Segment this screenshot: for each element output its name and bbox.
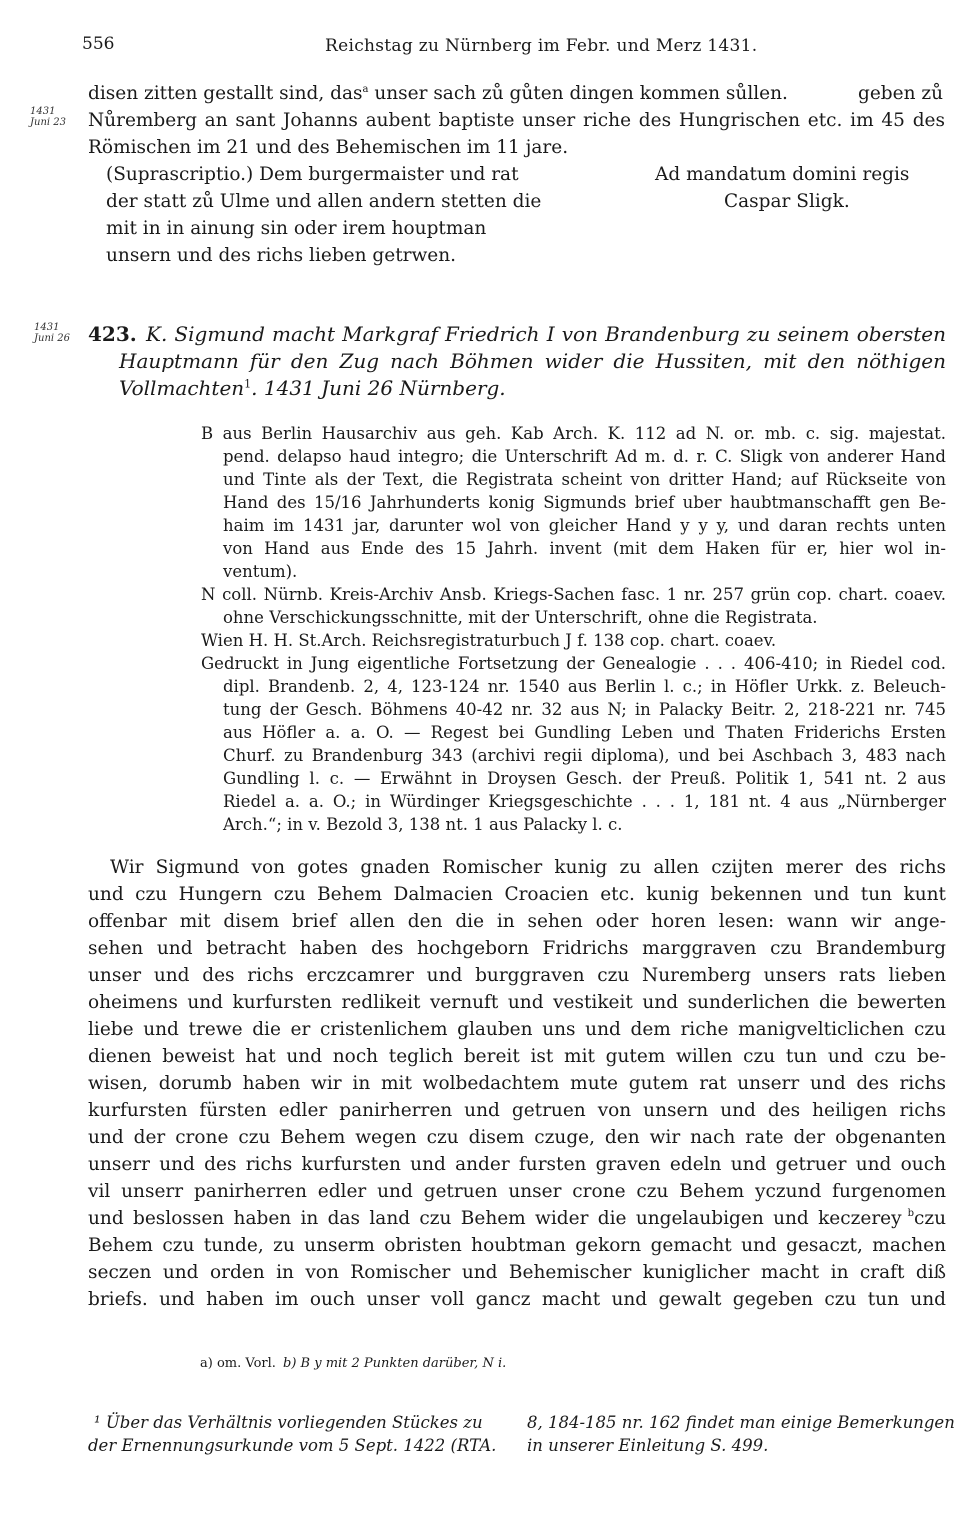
variant-note-b: b) B y mit 2 Punkten darüber, N i. xyxy=(283,1356,507,1371)
apparatus-wien-line-1: Wien H. H. St.Arch. Reichsregistraturbuch J f. 138 cop. chart. coaev. xyxy=(201,631,777,650)
body-line-8: dienen beweist hat und noch teglich bereit ist mit gutem willen czu tun und czu be- xyxy=(88,1046,946,1067)
body-line-9: wisen, dorumb haben wir in mit wolbedachtem mute gutem rat unserr und des richs xyxy=(88,1073,946,1094)
apparatus-b-line-6: von Hand aus Ende des 15 Jahrh. invent (mit dem Haken für er, hier wol in- xyxy=(223,539,946,558)
footnote-left-line-1: ¹ Über das Verhältnis vorliegenden Stückes zu xyxy=(94,1413,483,1432)
suprascriptio-line-4: unsern und des richs lieben getrwen. xyxy=(106,245,457,266)
apparatus-b-line-1: B aus Berlin Hausarchiv aus geh. Kab Arch. K. 112 ad N. or. mb. c. sig. majestat. xyxy=(201,424,946,443)
body-line-1: Wir Sigmund von gotes gnaden Romischer kunig zu allen czijten merer des richs xyxy=(110,857,946,878)
document-title-line-1: K. Sigmund macht Markgraf Friedrich I von Brandenburg zu seinem obersten xyxy=(146,322,946,346)
suprascriptio-line-1: (Suprascriptio.) Dem burgermaister und rat xyxy=(106,164,519,185)
suprascriptio-line-2: der statt zů Ulme und allen andern stetten die xyxy=(106,191,542,212)
margin-date-1431-juni-26: 1431 Juni 26 xyxy=(34,322,70,344)
apparatus-b-line-4: Hand des 15/16 Jahrhunderts konig Sigmunds brief uber haubtmanschafft gen Be- xyxy=(223,493,946,512)
body-line-3: offenbar mit disem brief allen den die in sehen oder horen lesen: wann wir ange- xyxy=(88,911,946,932)
preceding-line-1-right: geben zů xyxy=(858,83,944,104)
footnote-left-line-2: der Ernennungsurkunde vom 5 Sept. 1422 (RTA. xyxy=(88,1436,497,1455)
apparatus-b-line-3: und Tinte als der Text, die Registrata scheint von dritter Hand; auf Rückseite von xyxy=(223,470,946,489)
body-line-15: Behem czu tunde, zu unserm obristen houbtman gekorn gemacht und gesaczt, machen xyxy=(88,1235,946,1256)
preceding-line-3: Römischen im 21 und des Behemischen im 11 jare. xyxy=(88,137,569,158)
body-line-7: liebe und trewe die er cristenlichem glauben uns und dem riche manigvelticlichen czu xyxy=(88,1019,946,1040)
preceding-line-2: Nůremberg an sant Johanns aubent baptiste unser riche des Hungrischen etc. im 45 des xyxy=(88,110,945,131)
apparatus-printed-line-2: dipl. Brandenb. 2, 4, 123-124 nr. 1540 aus Berlin l. c.; in Höfler Urkk. z. Beleuch- xyxy=(223,677,946,696)
mandate-signature: Caspar Sligk. xyxy=(724,191,850,212)
apparatus-b-line-2: pend. delapso haud integro; die Unterschrift Ad m. d. r. C. Sligk von anderer Hand xyxy=(223,447,946,466)
body-line-11: und der crone czu Behem wegen czu disem czuge, den wir nach rate der obgenanten xyxy=(88,1127,946,1148)
apparatus-b-line-7: ventum). xyxy=(223,562,298,581)
document-title-line-2: Hauptmann für den Zug nach Böhmen wider die Hussiten, mit den nöthigen xyxy=(119,349,946,373)
preceding-line-1: disen zitten gestallt sind, das$^a$ unser sach zů gůten dingen kommen sůllen. xyxy=(88,83,788,104)
body-line-2: und czu Hungern czu Behem Dalmacien Croacien etc. kunig bekennen und tun kunt xyxy=(88,884,946,905)
apparatus-printed-line-8: Arch.“; in v. Bezold 3, 138 nt. 1 aus Palacky l. c. xyxy=(223,815,623,834)
apparatus-printed-line-1: Gedruckt in Jung eigentliche Fortsetzung der Genealogie . . . 406-410; in Riedel cod. xyxy=(201,654,946,673)
body-line-4: sehen und betracht haben des hochgeborn Fridrichs marggraven czu Brandemburg xyxy=(88,938,946,959)
apparatus-printed-line-4: aus Höfler a. a. O. — Regest bei Gundling Leben und Thaten Friderichs Ersten xyxy=(223,723,946,742)
page-number: 556 xyxy=(82,34,115,54)
apparatus-printed-line-6: Gundling l. c. — Erwähnt in Droysen Gesch. der Preuß. Politik 1, 541 nt. 2 aus xyxy=(223,769,946,788)
apparatus-printed-line-7: Riedel a. a. O.; in Würdinger Kriegsgeschichte . . . 1, 181 nt. 4 aus „Nürnberger xyxy=(223,792,946,811)
footnote-right-line-1: 8, 184-185 nr. 162 findet man einige Bemerkungen xyxy=(527,1413,955,1432)
body-line-14: und beslossen haben in das land czu Behem wider die ungelaubigen und keczerey b czu xyxy=(88,1208,946,1229)
body-line-12: unserr und des richs kurfursten und ander fursten graven edeln und getruer und ouch xyxy=(88,1154,946,1175)
body-line-6: oheimens und kurfursten redlikeit vernuft und vestikeit und sunderlichen die bewerten xyxy=(88,992,946,1013)
apparatus-n-line-2: ohne Verschickungsschnitte, mit der Unterschrift, ohne die Registrata. xyxy=(223,608,818,627)
document-title-line-3: Vollmachten$^1$. 1431 Juni 26 Nürnberg. xyxy=(119,376,506,400)
apparatus-n-line-1: N coll. Nürnb. Kreis-Archiv Ansb. Kriegs-Sachen fasc. 1 nr. 257 grün cop. chart. coaev. xyxy=(201,585,946,604)
variant-note-a: a) om. Vorl. xyxy=(200,1356,276,1371)
margin-date-1431-juni-23: 1431 Juni 23 xyxy=(30,106,66,128)
body-line-16: seczen und orden in von Romischer und Behemischer kuniglicher macht in craft diß xyxy=(88,1262,946,1283)
body-line-13: vil unserr panirherren edler und getruen unser crone czu Behem yczund furgenomen xyxy=(88,1181,946,1202)
apparatus-printed-line-3: tung der Gesch. Böhmens 40-42 nr. 32 aus N; in Palacky Beitr. 2, 218-221 nr. 745 xyxy=(223,700,946,719)
mandate-line-1: Ad mandatum domini regis xyxy=(655,164,910,185)
apparatus-b-line-5: haim im 1431 jar, darunter wol von gleicher Hand y y y, und daran rechts unten xyxy=(223,516,946,535)
body-line-17: briefs. und haben im ouch unser voll gancz macht und gewalt gegeben czu tun und xyxy=(88,1289,946,1310)
document-number: 423. xyxy=(88,322,137,346)
suprascriptio-line-3: mit in in ainung sin oder irem houptman xyxy=(106,218,487,239)
running-title: Reichstag zu Nürnberg im Febr. und Merz 1431. xyxy=(325,36,758,56)
body-line-5: unser und des richs erczcamrer und burggraven czu Nuremberg unsers rats lieben xyxy=(88,965,946,986)
footnote-right-line-2: in unserer Einleitung S. 499. xyxy=(527,1436,769,1455)
body-line-10: kurfursten fürsten edler panirherren und getruen von unsern und des heiligen richs xyxy=(88,1100,946,1121)
apparatus-printed-line-5: Churf. zu Brandenburg 343 (archivi regii diploma), und bei Aschbach 3, 483 nach xyxy=(223,746,946,765)
